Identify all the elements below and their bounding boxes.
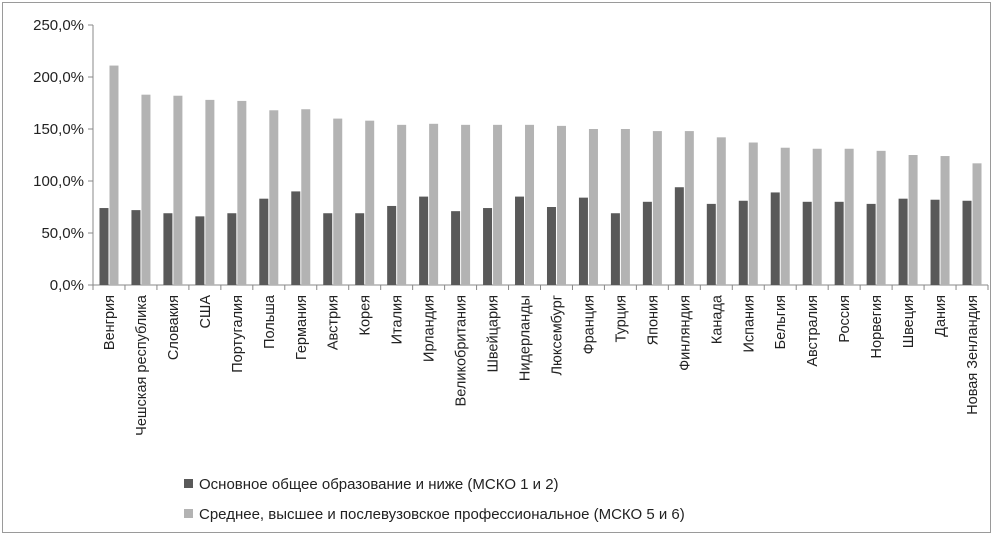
bar-higher-11	[461, 125, 470, 285]
bar-basic-26	[931, 200, 940, 285]
y-tick-label: 150,0%	[33, 121, 84, 138]
x-category-label: Чешская республика	[133, 295, 150, 436]
bar-higher-21	[781, 148, 790, 285]
bar-higher-23	[845, 149, 854, 285]
x-category-label: Бельгия	[773, 295, 790, 350]
bar-higher-8	[365, 121, 374, 285]
bar-higher-6	[301, 109, 310, 285]
bar-higher-13	[525, 125, 534, 285]
x-category-label: Италия	[389, 295, 406, 345]
bars	[99, 66, 981, 285]
bar-higher-0	[109, 66, 118, 285]
bar-higher-26	[941, 156, 950, 285]
bar-higher-2	[173, 96, 182, 285]
y-tick-label: 0,0%	[49, 277, 84, 294]
bar-basic-20	[739, 201, 748, 285]
bar-basic-14	[547, 207, 556, 285]
bar-higher-25	[909, 155, 918, 285]
bar-basic-9	[387, 206, 396, 285]
y-tick-label: 200,0%	[33, 69, 84, 86]
legend-swatch	[184, 509, 193, 518]
chart-frame	[2, 2, 991, 533]
bar-basic-3	[195, 216, 204, 285]
x-category-label: Великобритания	[453, 295, 470, 407]
x-category-label: Турция	[613, 295, 630, 343]
bar-higher-14	[557, 126, 566, 285]
x-category-label: Новая Зенландия	[965, 294, 982, 415]
x-category-label: Польша	[261, 295, 278, 349]
bar-basic-17	[643, 202, 652, 285]
legend-label: Среднее, высшее и послевузовское профессиональное (МСКО 5 и 6)	[199, 506, 685, 523]
bar-higher-22	[813, 149, 822, 285]
x-category-label: Венгрия	[101, 295, 118, 351]
bar-basic-19	[707, 204, 716, 285]
bar-higher-7	[333, 119, 342, 285]
bar-basic-0	[99, 208, 108, 285]
y-tick-labels	[33, 17, 84, 294]
bar-higher-27	[973, 163, 982, 285]
x-category-label: Германия	[293, 295, 310, 361]
bar-higher-10	[429, 124, 438, 285]
x-category-label: Финляндия	[677, 295, 694, 371]
x-category-label: Канада	[709, 295, 726, 345]
bar-basic-27	[963, 201, 972, 285]
bar-higher-5	[269, 110, 278, 285]
x-category-label: Люксембург	[549, 295, 566, 376]
bar-basic-7	[323, 213, 332, 285]
bar-higher-20	[749, 143, 758, 285]
x-category-label: Япония	[645, 295, 662, 346]
x-category-label: Австралия	[805, 295, 822, 367]
bar-basic-8	[355, 213, 364, 285]
bar-higher-4	[237, 101, 246, 285]
bar-higher-1	[141, 95, 150, 285]
x-category-label: Россия	[837, 295, 854, 343]
bar-basic-16	[611, 213, 620, 285]
x-category-label: Дания	[933, 295, 950, 337]
x-category-label: Норвегия	[869, 295, 886, 359]
bar-basic-23	[835, 202, 844, 285]
x-category-label: Корея	[357, 295, 374, 336]
y-tick-label: 50,0%	[41, 225, 84, 242]
bar-higher-19	[717, 137, 726, 285]
bar-higher-24	[877, 151, 886, 285]
bar-higher-3	[205, 100, 214, 285]
bar-higher-15	[589, 129, 598, 285]
bar-basic-15	[579, 198, 588, 285]
bar-basic-11	[451, 211, 460, 285]
x-category-label: США	[197, 295, 214, 329]
y-tick-label: 250,0%	[33, 17, 84, 34]
bar-basic-13	[515, 197, 524, 285]
bar-basic-1	[131, 210, 140, 285]
x-category-label: Испания	[741, 295, 758, 353]
bar-higher-9	[397, 125, 406, 285]
bar-higher-17	[653, 131, 662, 285]
bar-basic-24	[867, 204, 876, 285]
legend-label: Основное общее образование и ниже (МСКО 1 и 2)	[199, 476, 559, 493]
x-category-label: Австрия	[325, 295, 342, 351]
x-category-label: Швейцария	[485, 295, 502, 373]
legend	[184, 476, 685, 523]
bar-chart	[3, 3, 992, 534]
bar-basic-10	[419, 197, 428, 285]
x-category-label: Франция	[581, 295, 598, 355]
x-category-label: Ирландия	[421, 295, 438, 362]
bar-basic-22	[803, 202, 812, 285]
bar-basic-2	[163, 213, 172, 285]
bar-higher-12	[493, 125, 502, 285]
bar-basic-25	[899, 199, 908, 285]
bar-basic-12	[483, 208, 492, 285]
bar-higher-18	[685, 131, 694, 285]
x-category-label: Словакия	[165, 295, 182, 361]
bar-basic-6	[291, 191, 300, 285]
legend-swatch	[184, 479, 193, 488]
bar-basic-5	[259, 199, 268, 285]
x-category-label: Нидерланды	[517, 295, 534, 382]
bar-basic-18	[675, 187, 684, 285]
bar-basic-21	[771, 192, 780, 285]
bar-basic-4	[227, 213, 236, 285]
x-category-label: Швеция	[901, 295, 918, 349]
y-tick-label: 100,0%	[33, 173, 84, 190]
bar-higher-16	[621, 129, 630, 285]
x-category-labels	[102, 294, 981, 436]
x-category-label: Португалия	[229, 295, 246, 373]
